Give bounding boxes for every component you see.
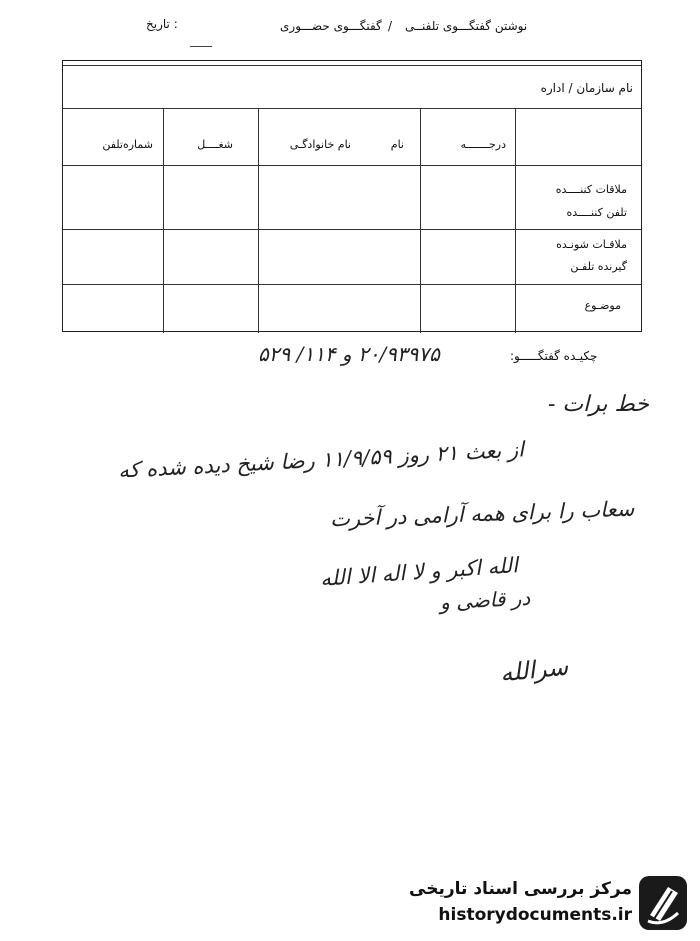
- row-divider-1: [63, 229, 641, 230]
- col-header-name: نام: [390, 138, 404, 151]
- handwritten-line-1: از بعث ۲۱ روز ۱۱/۹/۵۹ رضا شیخ دیده شده که: [117, 437, 525, 483]
- summary-label: چکیـده گفتگـــــو:: [510, 349, 598, 363]
- row-divider-2: [63, 284, 641, 285]
- org-label: نام سازمان / اداره: [540, 81, 633, 95]
- col-divider-name: [258, 108, 259, 333]
- row-label-subject: موضـوع: [584, 299, 621, 312]
- handwritten-signature: سرالله: [498, 652, 570, 688]
- col-header-job: شغــــل: [197, 138, 233, 151]
- title-phone: نوشتن گفتگـــوی تلفنــی: [405, 19, 528, 33]
- form-table: [62, 60, 642, 332]
- row-label-visitor: ملاقات کننــــده: [555, 183, 627, 196]
- date-label: تاریخ :: [146, 17, 178, 31]
- header-row-divider: [63, 165, 641, 166]
- row-label-visited: ملاقـات شونـده: [556, 238, 627, 251]
- title-separator: /: [388, 19, 393, 33]
- col-divider-darajeh: [420, 108, 421, 333]
- watermark-title: مرکز بررسی اسناد تاریخی: [409, 879, 632, 899]
- title-inperson: گفتگـــوی حضـــوری: [280, 19, 382, 33]
- handwritten-greeting: خط برات -: [548, 392, 649, 417]
- watermark-url: historydocuments.ir: [438, 905, 632, 925]
- date-underline: [190, 46, 212, 47]
- col-header-phone: شماره‌تلفن: [102, 138, 153, 151]
- col-divider-labels: [515, 108, 516, 333]
- handwritten-line-4: در قاضی و: [439, 585, 531, 615]
- handwritten-line-2: سعاب را برای همه آرامی در آخرت: [329, 496, 635, 532]
- table-top-inner-line: [63, 65, 641, 66]
- handwritten-numbers: ۲۰/۹۳۹۷۵ و ۱۱۴/ ۵۲۹: [258, 342, 440, 366]
- col-header-family: نام خانوادگـی: [289, 138, 351, 151]
- handwritten-line-3: الله اکبر و لا اله الا الله: [319, 553, 519, 591]
- org-row-divider: [63, 108, 641, 109]
- col-header-darajeh: درجـــــــه: [460, 138, 506, 151]
- row-label-receiver: گیرنده تلفـن: [570, 260, 627, 273]
- archive-watermark: [390, 873, 690, 933]
- archive-logo-icon: [638, 875, 688, 931]
- row-label-caller: تلفن کننــــده: [566, 206, 627, 219]
- col-divider-job: [163, 108, 164, 333]
